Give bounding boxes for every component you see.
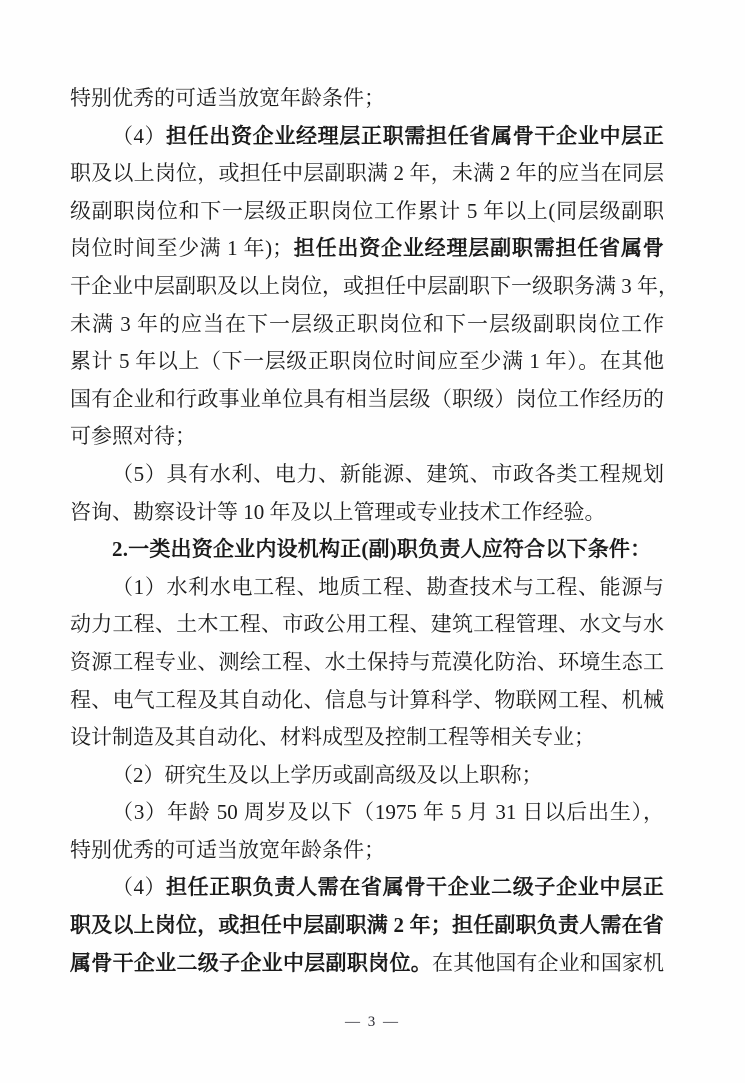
text-line [70,907,664,945]
text-line [70,155,664,193]
text-line [70,418,664,456]
text-run: （3）年龄 50 周岁及以下（1975 年 5 月 31 日以后出生）， [112,800,664,825]
text-run: （4） [112,123,166,148]
text-run: 累计 5 年以上（下一层级正职岗位时间应至少满 1 年）。在其他 [70,349,664,374]
text-run: 资源工程专业、测绘工程、水土保持与荒漠化防治、环境生态工 [70,649,664,674]
bold-text-run: 职及以上岗位，或担任中层副职满 2 年；担任副职负责人需在省 [70,913,664,938]
text-run: 职及以上岗位，或担任中层副职满 2 年，未满 2 年的应当在同层 [70,161,664,186]
text-run: 设计制造及其自动化、材料成型及控制工程等相关专业； [70,725,595,750]
text-line [70,268,679,306]
text-run: 岗位时间至少满 1 年)； [70,236,294,261]
text-run: 程、电气工程及其自动化、信息与计算科学、物联网工程、机械 [70,687,664,712]
text-run: 国有企业和行政事业单位具有相当层级（职级）岗位工作经历的 [70,386,664,411]
text-line [70,193,664,231]
text-line [70,606,664,644]
text-line [70,945,664,983]
text-run: 级副职岗位和下一层级正职岗位工作累计 5 年以上(同层级副职 [70,198,664,223]
page-number: — 3 — [345,1014,400,1030]
text-run: 动力工程、土木工程、市政公用工程、建筑工程管理、水文与水 [70,612,664,637]
text-run: （2）研究生及以上学历或副高级及以上职称； [112,762,543,787]
text-run: 未满 3 年的应当在下一层级正职岗位和下一层级副职岗位工作 [70,311,664,336]
text-line [70,832,664,870]
text-line [70,794,664,832]
bold-text-run: 属骨干企业二级子企业中层副职岗位。 [70,950,433,975]
text-run: 咨询、勘察设计等 10 年及以上管理或专业技术工作经验。 [70,499,606,524]
text-run: 在其他国有企业和国家机 [432,950,665,975]
text-run: 干企业中层副职及以上岗位，或担任中层副职下一级职务满 3 年， [70,273,679,298]
text-line [70,306,664,344]
document-body [70,80,679,982]
text-run: （5）具有水利、电力、新能源、建筑、市政各类工程规划 [112,461,664,486]
text-run: （4） [112,875,166,900]
text-run: 可参照对待； [70,424,196,449]
text-line [70,869,664,907]
text-line [70,80,664,118]
text-line [70,118,664,156]
text-run: 特别优秀的可适当放宽年龄条件； [70,86,385,110]
text-line [70,757,664,795]
text-line [70,531,664,569]
text-line [70,343,664,381]
text-line [70,569,664,607]
text-run: 特别优秀的可适当放宽年龄条件； [70,837,385,862]
text-run: （1）水利水电工程、地质工程、勘查技术与工程、能源与 [112,574,664,599]
text-line [70,719,664,757]
bold-text-run: 担任出资企业经理层正职需担任省属骨干企业中层正 [165,123,664,148]
text-line [70,456,664,494]
text-line [70,644,664,682]
text-line [70,494,664,532]
text-line [70,682,664,720]
bold-text-run: 担任出资企业经理层副职需担任省属骨 [293,236,664,261]
text-line [70,381,664,419]
bold-text-run: 担任正职负责人需在省属骨干企业二级子企业中层正 [165,875,664,900]
bold-text-run: 2.一类出资企业内设机构正(副)职负责人应符合以下条件： [112,537,652,562]
text-line [70,230,664,268]
